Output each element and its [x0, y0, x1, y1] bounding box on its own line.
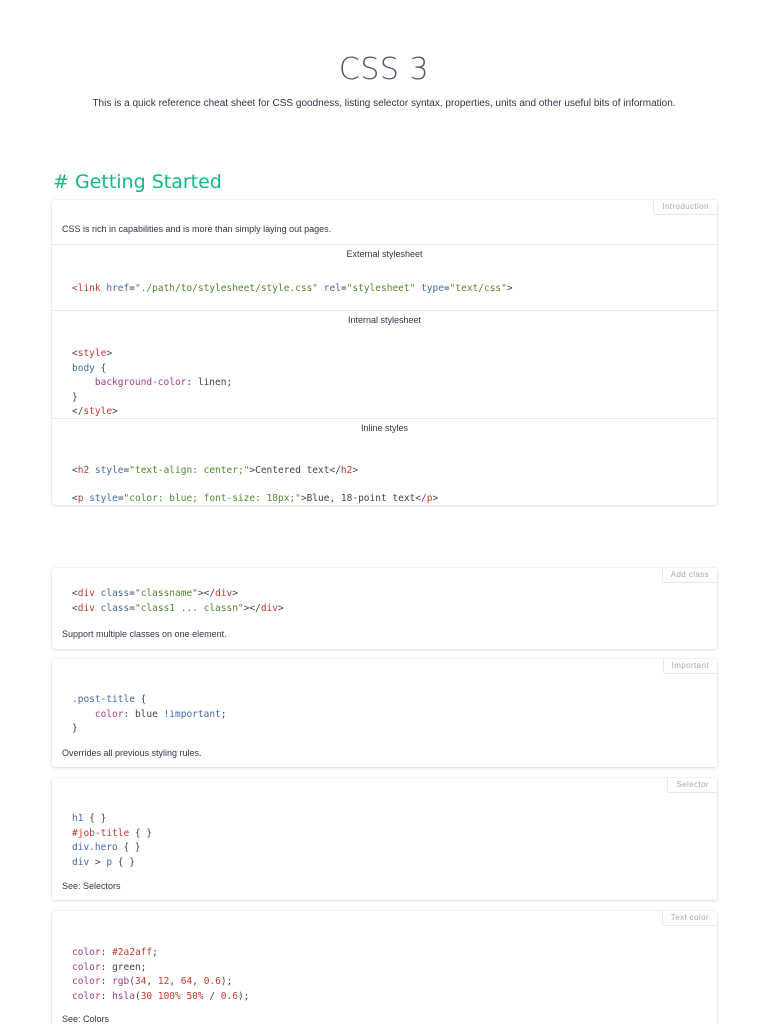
- text-color-card: [52, 911, 717, 1024]
- card-tag-introduction: Introduction: [653, 200, 717, 215]
- selector-note[interactable]: See: Selectors: [62, 881, 121, 891]
- text-color-note[interactable]: See: Colors: [62, 1014, 110, 1024]
- divider: [52, 244, 717, 245]
- selector-code[interactable]: h1 { } #job-title { } div.hero { } div > p { }: [72, 813, 153, 868]
- internal-stylesheet-code[interactable]: <style> body { background-color: linen; } </style>: [72, 348, 233, 417]
- divider: [52, 418, 717, 419]
- divider: [52, 310, 717, 311]
- intro-lead-text: CSS is rich in capabilities and is more than simply laying out pages.: [62, 224, 332, 234]
- card-tag-selector: Selector: [667, 778, 717, 793]
- important-code[interactable]: .post-title { color: blue !important; }: [72, 694, 227, 734]
- inline-styles-code[interactable]: <h2 style="text-align: center;">Centered text</h2> <p style="color: blue; font-size: 18px;">Blue, 18-point text</p>: [72, 465, 439, 504]
- card-tag-important: Important: [663, 659, 717, 674]
- card-tag-text-color: Text color: [662, 911, 717, 926]
- page-intro: This is a quick reference cheat sheet for CSS goodness, listing selector syntax, properties, units and other useful bits of information.: [92, 98, 676, 109]
- external-stylesheet-code[interactable]: <link href="./path/to/stylesheet/style.css" rel="stylesheet" type="text/css">: [72, 283, 513, 294]
- section-heading-getting-started[interactable]: # Getting Started: [53, 171, 222, 193]
- add-class-code[interactable]: <div class="classname"></div> <div class="class1 ... classn"></div>: [72, 588, 284, 614]
- add-class-card: [52, 568, 717, 649]
- add-class-note: Support multiple classes on one element.: [62, 629, 227, 639]
- external-stylesheet-caption: External stylesheet: [346, 249, 423, 259]
- inline-styles-caption: Inline styles: [360, 423, 409, 433]
- text-color-code[interactable]: color: #2a2aff; color: green; color: rgb(34, 12, 64, 0.6); color: hsla(30 100% 50% / 0.6);: [72, 947, 250, 1002]
- selector-card: [52, 778, 717, 900]
- internal-stylesheet-caption: Internal stylesheet: [347, 315, 422, 325]
- important-card: [52, 659, 717, 767]
- introduction-card: [52, 200, 717, 505]
- card-tag-add-class: Add class: [662, 568, 717, 583]
- page-title: CSS 3: [338, 52, 430, 87]
- important-note: Overrides all previous styling rules.: [62, 748, 202, 758]
